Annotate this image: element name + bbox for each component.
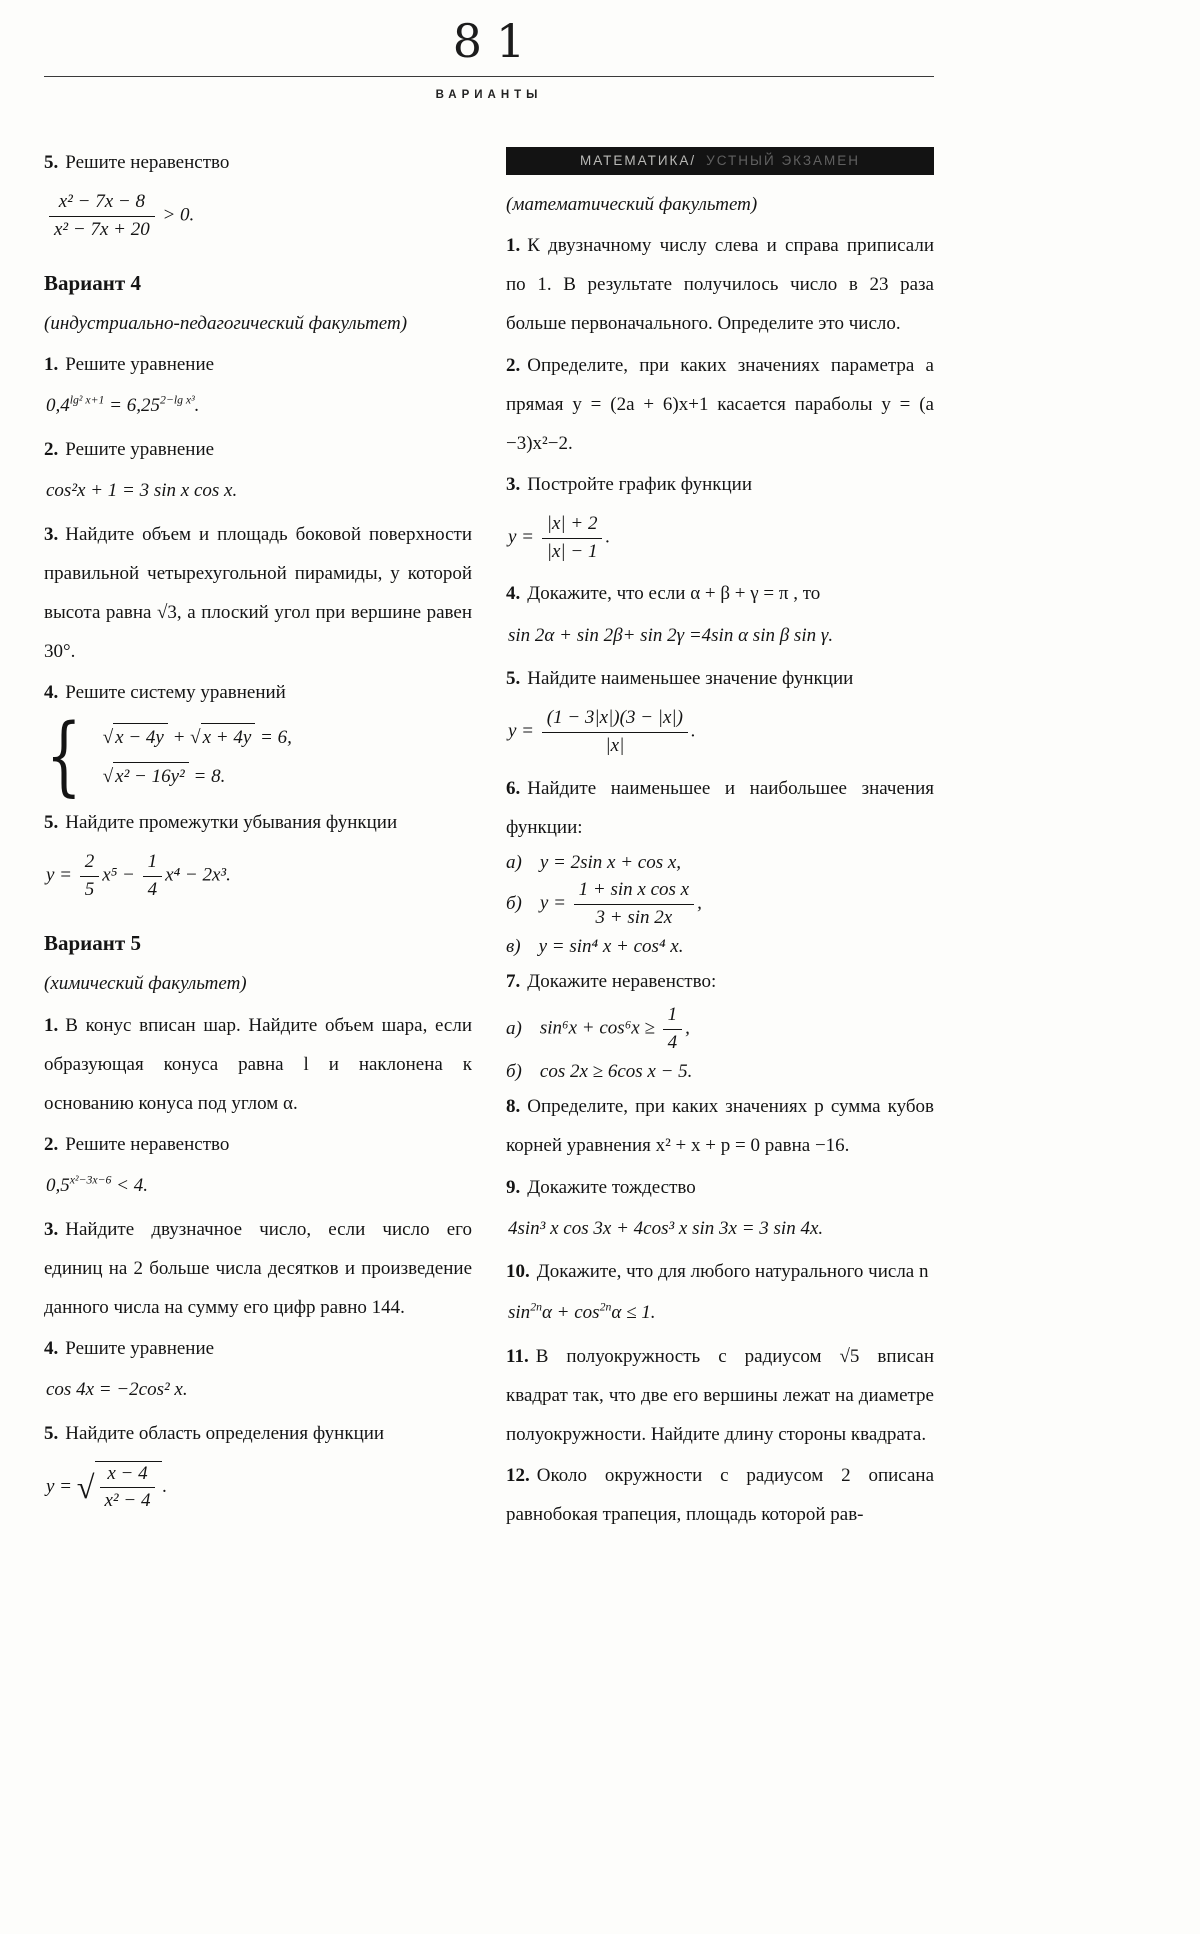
formula-tail: ,	[697, 892, 702, 914]
variant-subtitle: (индустриально-педагогический факультет)	[44, 313, 408, 335]
subitem-label: б)	[506, 1060, 522, 1082]
brace-glyph: {	[46, 706, 82, 807]
math-text: y = sin⁴ x + cos⁴ x.	[538, 935, 684, 957]
subproblem	[506, 933, 934, 961]
formula: cos 4x = −2cos² x.	[46, 1379, 188, 1401]
math-base: 0,4	[46, 395, 70, 417]
problem-number: 4.	[44, 682, 59, 704]
fraction	[49, 190, 155, 242]
sqrt-sign: √	[76, 1468, 95, 1505]
radicand: x + 4y	[201, 723, 256, 752]
fraction-numerator: 1	[143, 850, 163, 877]
subitem-label: а)	[506, 1017, 522, 1039]
formula-tail: α ≤ 1.	[611, 1302, 656, 1324]
fraction	[663, 1003, 683, 1055]
problem-text: Докажите, что если α + β + γ = π , то	[527, 583, 821, 605]
left-column	[44, 143, 472, 1537]
formula-tail: ,	[685, 1017, 690, 1039]
problem	[506, 346, 934, 463]
problem	[44, 1125, 472, 1164]
problem-text: Найдите промежутки убывания функции	[65, 812, 398, 834]
problem-number: 3.	[44, 523, 59, 545]
problem	[506, 465, 934, 504]
formula-tail: < 4.	[111, 1175, 148, 1196]
problem-number: 10.	[506, 1261, 530, 1283]
math-text: = 6,	[255, 727, 292, 749]
problem-number: 2.	[506, 354, 521, 376]
fraction-denominator: 5	[84, 879, 95, 901]
formula	[508, 1299, 934, 1327]
formula-tail: > 0.	[157, 204, 195, 226]
variant-subtitle: (химический факультет)	[44, 973, 247, 995]
problem	[506, 659, 934, 698]
problem-number: 6.	[506, 777, 521, 799]
section-title: ВАРИАНТЫ	[435, 89, 543, 101]
fraction	[80, 850, 100, 902]
math-text: y =	[46, 1475, 77, 1497]
problem-number: 1.	[44, 354, 59, 376]
fraction-numerator: 1 + sin x cos x	[574, 878, 694, 905]
system-line	[103, 762, 292, 791]
problem-number: 5.	[44, 1422, 59, 1444]
formula	[508, 512, 934, 564]
problem-text: К двузначному числу слева и справа приписали по 1. В результате получилось число в 23 раза больше первоначального. Определите это число.	[506, 235, 934, 335]
formula: cos²x + 1 = 3 sin x cos x.	[46, 480, 238, 502]
formula-tail: .	[194, 395, 200, 417]
problem-text: Решите уравнение	[65, 1337, 215, 1359]
problem	[44, 1414, 472, 1453]
problem-text: Докажите тождество	[527, 1176, 696, 1198]
fraction	[542, 512, 603, 564]
problem-number: 5.	[506, 668, 521, 690]
problem	[44, 515, 472, 672]
problem-text: Около окружности с радиусом 2 описана равнобокая трапеция, площадь которой рав-	[506, 1465, 934, 1526]
fraction-numerator: 2	[80, 850, 100, 877]
math-text: = 6,25	[104, 395, 160, 417]
formula-tail: .	[162, 1475, 168, 1497]
problem-text: Постройте график функции	[527, 473, 752, 495]
math-exponent: 2n	[530, 1301, 542, 1315]
radicand	[95, 1461, 163, 1514]
exam-banner	[506, 147, 934, 175]
problem-text: Докажите неравенство:	[527, 971, 717, 993]
subitem-label: б)	[506, 892, 522, 914]
problem-text: Найдите наименьшее и наибольшее значения функции:	[506, 777, 934, 838]
fraction-denominator: 4	[147, 879, 158, 901]
math-text: y =	[508, 526, 539, 548]
problem-number: 3.	[506, 473, 521, 495]
problem	[506, 574, 934, 613]
problem	[44, 673, 472, 712]
fraction-numerator: |x| + 2	[542, 512, 603, 539]
formula	[46, 850, 472, 902]
two-column-layout	[44, 143, 934, 1537]
problem	[506, 1456, 934, 1534]
equation-system	[46, 706, 472, 807]
math-text: x⁴ − 2x³.	[165, 864, 231, 886]
problem	[44, 1329, 472, 1368]
math-text: +	[167, 727, 191, 749]
problem-text: Определите, при каких значениях параметра a прямая y = (2a + 6)x+1 касается параболы y = (a −3)x²−2.	[506, 354, 934, 454]
problem-number: 7.	[506, 971, 521, 993]
problem-text: Найдите область определения функции	[65, 1422, 385, 1444]
fraction-numerator: x² − 7x − 8	[49, 190, 155, 217]
problem	[44, 345, 472, 384]
problem-number: 4.	[44, 1337, 59, 1359]
problem-text: Найдите двузначное число, если число его единиц на 2 больше числа десятков и произведение данного числа на сумму его цифр равно 144.	[44, 1218, 472, 1318]
problem-number: 3.	[44, 1218, 59, 1240]
math-text: y = 2sin x + cos x,	[539, 851, 682, 873]
formula-tail: .	[690, 720, 696, 742]
formula-tail: .	[605, 526, 611, 548]
subproblem	[506, 1058, 934, 1086]
math-text: α + cos	[541, 1302, 600, 1324]
math-exponent: 2−lg x³	[160, 394, 195, 408]
problem-text: Найдите наименьшее значение функции	[527, 668, 854, 690]
problem-number: 4.	[506, 583, 521, 605]
problem-text: В полуокружность с радиусом √5 вписан квадрат так, что две его вершины лежат на диаметре полуокружности. Найдите длину стороны квадрата.	[506, 1345, 934, 1446]
problem	[44, 1210, 472, 1327]
banner-text-secondary: УСТНЫЙ ЭКЗАМЕН	[706, 153, 861, 169]
math-base: sin	[508, 1302, 531, 1324]
square-root	[103, 762, 189, 791]
fraction-denominator: x² − 7x + 20	[54, 218, 150, 240]
problem-number: 11.	[506, 1345, 529, 1367]
sqrt-sign: √	[102, 765, 114, 787]
problem	[44, 1006, 472, 1123]
math-text: y =	[46, 864, 77, 886]
formula: 4sin³ x cos 3x + 4cos³ x sin 3x = 3 sin 4x.	[508, 1217, 824, 1239]
fraction-numerator: (1 − 3|x|)(3 − |x|)	[542, 706, 688, 733]
sqrt-sign: √	[190, 727, 201, 749]
fraction	[100, 1462, 156, 1514]
problem-number: 5.	[44, 152, 59, 173]
problem-text: Найдите объем и площадь боковой поверхности правильной четырехугольной пирамиды, у которой высота равна √3, а плоский угол при вершине равен 30°.	[44, 523, 472, 662]
problem	[506, 1168, 934, 1207]
subitem-label: в)	[506, 935, 521, 957]
problem-number: 2.	[44, 1133, 59, 1155]
problem-text: Решите уравнение	[65, 438, 215, 460]
radicand: x² − 16y²	[113, 762, 189, 791]
math-text: x⁵ −	[102, 864, 140, 886]
math-text: y =	[539, 892, 571, 914]
problem-number: 2.	[44, 438, 59, 460]
fraction-denominator: 4	[667, 1032, 678, 1054]
square-root	[77, 1461, 163, 1514]
problem-number: 8.	[506, 1096, 521, 1118]
math-exponent: lg² x+1	[69, 394, 105, 408]
problem-number: 1.	[44, 1014, 59, 1036]
math-text: cos 2x ≥ 6cos x − 5.	[539, 1060, 693, 1082]
page-number: 81	[452, 14, 540, 68]
problem	[506, 962, 934, 1001]
variant-title: Вариант 4	[44, 270, 141, 295]
problem-text: Докажите, что для любого натурального числа n	[536, 1261, 929, 1283]
math-text: sin⁶x + cos⁶x ≥	[539, 1017, 660, 1039]
problem-number: 12.	[506, 1465, 530, 1487]
math-base: 0,5	[46, 1175, 70, 1196]
subproblem	[506, 878, 934, 930]
formula	[46, 1461, 472, 1514]
problem	[506, 1087, 934, 1165]
fraction	[542, 706, 688, 758]
fraction	[143, 850, 163, 902]
math-text: = 8.	[188, 765, 226, 787]
problem	[506, 1337, 934, 1454]
subproblem	[506, 1003, 934, 1055]
fraction-denominator: |x|	[605, 734, 625, 756]
formula	[508, 706, 934, 758]
variant-title: Вариант 5	[44, 930, 141, 955]
problem	[44, 143, 472, 182]
problem-text: Решите неравенство	[65, 152, 230, 173]
fraction-numerator: x − 4	[100, 1462, 156, 1489]
banner-text-primary: МАТЕМАТИКА/	[579, 153, 697, 169]
math-exponent: 2n	[599, 1301, 612, 1315]
page-content	[44, 14, 934, 1537]
right-column	[506, 143, 934, 1537]
fraction-denominator: x² − 4	[104, 1490, 151, 1512]
sqrt-sign: √	[102, 727, 114, 749]
square-root	[103, 723, 168, 752]
problem	[506, 1252, 934, 1291]
subitem-label: а)	[506, 851, 522, 873]
problem	[506, 769, 934, 847]
variant-subtitle: (математический факультет)	[506, 194, 758, 215]
formula	[46, 392, 472, 420]
formula: sin 2α + sin 2β+ sin 2γ =4sin α sin β sin γ.	[508, 624, 834, 646]
problem	[44, 430, 472, 469]
fraction-denominator: |x| − 1	[546, 540, 598, 562]
header-rule	[44, 76, 934, 77]
problem-text: Определите, при каких значениях p сумма кубов корней уравнения x² + x + p = 0 равна −16.	[506, 1096, 934, 1157]
problem-number: 5.	[44, 812, 59, 834]
subproblem	[506, 849, 934, 877]
fraction-denominator: 3 + sin 2x	[595, 907, 673, 929]
formula	[46, 190, 472, 242]
problem	[44, 803, 472, 842]
math-text: y =	[508, 720, 539, 742]
fraction	[574, 878, 694, 930]
formula	[46, 1172, 472, 1200]
math-exponent: x²−3x−6	[69, 1173, 112, 1187]
problem-text: Решите систему уравнений	[65, 682, 286, 704]
square-root	[190, 723, 255, 752]
problem-number: 9.	[506, 1176, 521, 1198]
problem	[506, 226, 934, 343]
fraction-numerator: 1	[663, 1003, 683, 1030]
system-line	[103, 723, 292, 752]
problem-text: В конус вписан шар. Найдите объем шара, если образующая конуса равна l и наклонена к основанию конуса под углом α.	[44, 1014, 472, 1114]
problem-text: Решите уравнение	[65, 354, 215, 376]
problem-number: 1.	[506, 235, 521, 257]
system-lines	[103, 723, 292, 790]
problem-text: Решите неравенство	[65, 1133, 230, 1155]
radicand: x − 4y	[113, 723, 168, 752]
